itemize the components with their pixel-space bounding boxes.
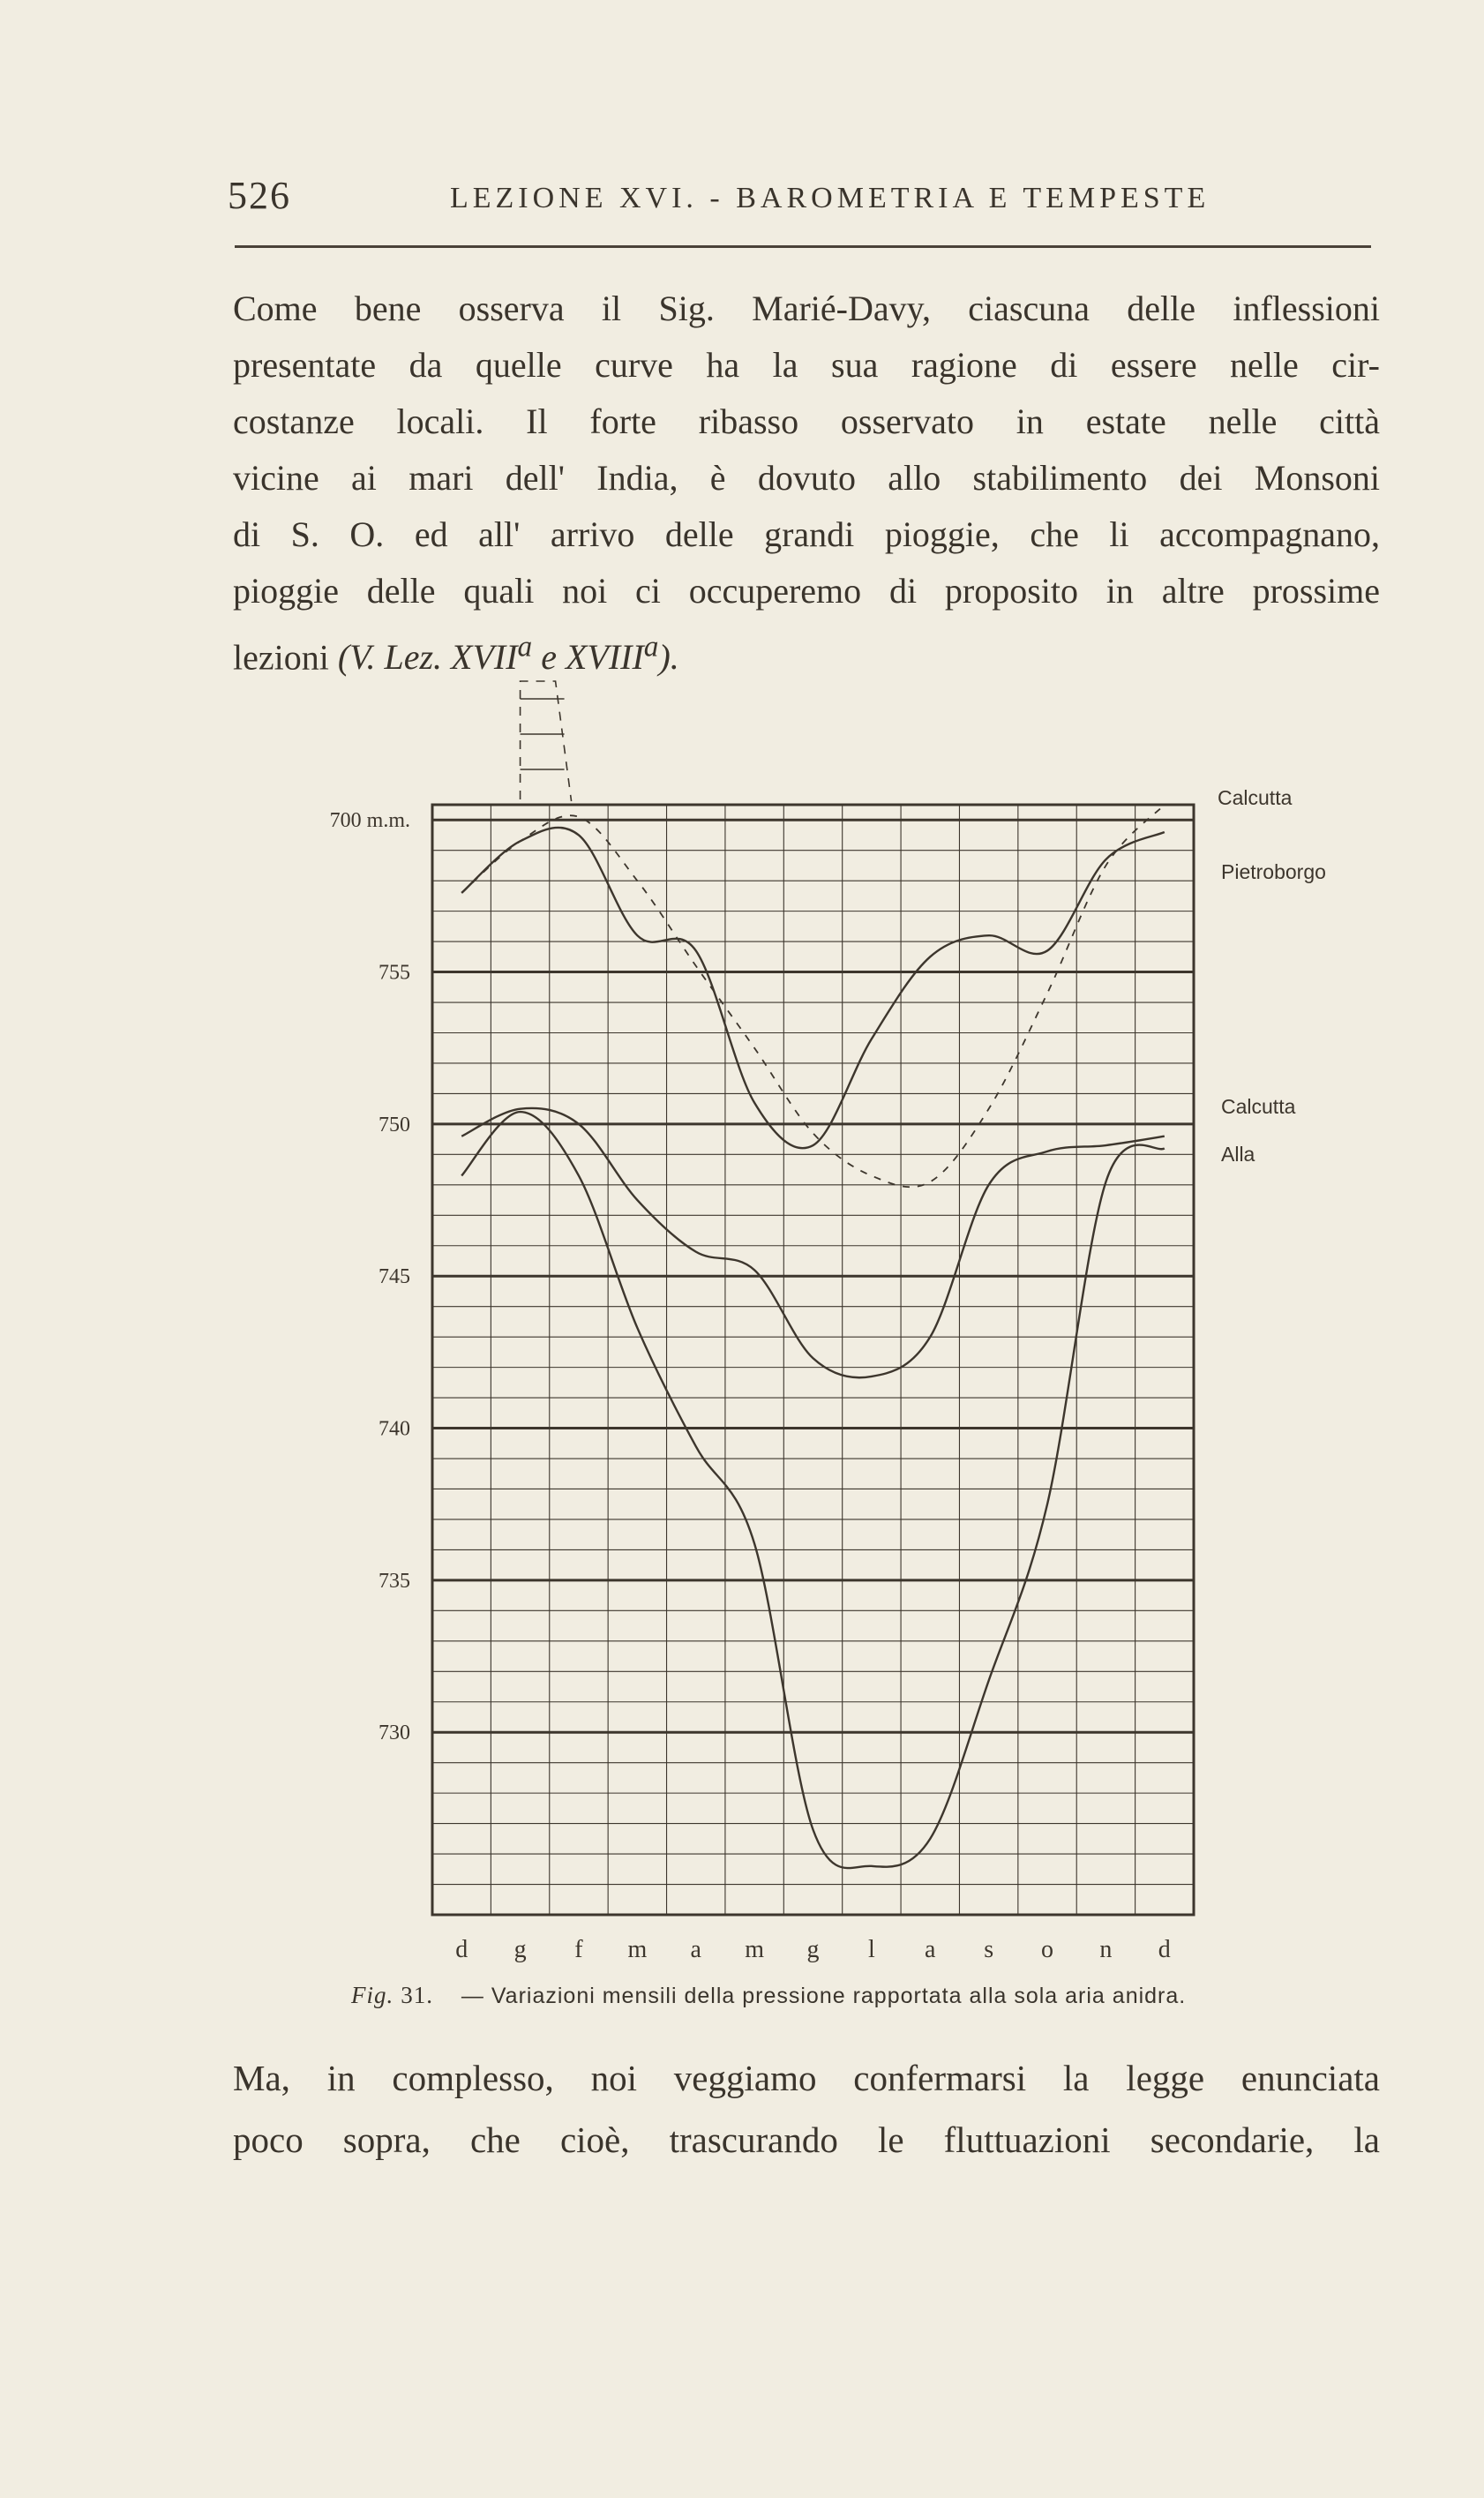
text-line: pioggie delle quali noi ci occuperemo di proposito in altre prossime <box>233 571 1380 611</box>
figure-caption <box>351 1982 1357 2009</box>
series-line <box>461 805 1165 1187</box>
text-line: di S. O. ed all' arrivo delle grandi pioggie, che li accompagnano, <box>233 514 1380 554</box>
y-tick-label: 755 <box>378 961 410 985</box>
ref-superscript: a <box>643 631 659 664</box>
series-label: Calcutta <box>1218 786 1293 809</box>
series-2 <box>461 805 1165 1187</box>
x-tick-labels <box>455 1936 1171 1963</box>
x-tick-label: g <box>513 1936 527 1963</box>
ref-part: (V. Lez. XVII <box>337 637 518 678</box>
running-head: LEZIONE XVI. - BAROMETRIA E TEMPESTE <box>450 182 1210 214</box>
y-tick-label: 745 <box>378 1265 410 1289</box>
paragraph-2 <box>233 2047 1380 2171</box>
chart-cutoff-extension <box>521 681 572 801</box>
text-line: costanze locali. Il forte ribasso osservato in estate nelle città <box>233 401 1380 441</box>
y-tick-labels <box>330 809 410 1744</box>
text-fragment: lezioni <box>233 637 338 678</box>
x-tick-label: d <box>1158 1936 1171 1963</box>
figure-label: Fig. <box>351 1982 394 2008</box>
x-tick-label: m <box>627 1936 648 1963</box>
figure-number: 31. <box>401 1982 433 2008</box>
text-line: vicine ai mari dell' India, è dovuto allo stabilimento dei Monsoni <box>233 458 1380 498</box>
x-tick-label: f <box>574 1936 583 1963</box>
series-label: Pietroborgo <box>1221 860 1326 883</box>
series-label: Calcutta <box>1221 1095 1296 1118</box>
text-line: presentate da quelle curve ha la sua ragione di essere nelle cir- <box>233 345 1380 385</box>
ref-part: ). <box>658 637 679 678</box>
y-tick-label: 735 <box>378 1569 410 1593</box>
x-tick-label: o <box>1041 1936 1054 1963</box>
x-tick-label: n <box>1099 1936 1113 1963</box>
chart-grid <box>432 805 1194 1915</box>
text-line: Come bene osserva il Sig. Marié-Davy, ciascuna delle inflessioni <box>233 289 1380 328</box>
x-tick-label: g <box>806 1936 820 1963</box>
x-tick-label: s <box>984 1936 994 1963</box>
x-tick-label: m <box>745 1936 765 1963</box>
series-line <box>461 828 1165 1148</box>
x-tick-label: a <box>925 1936 936 1963</box>
x-tick-label: a <box>690 1936 701 1963</box>
page-number: 526 <box>228 174 291 217</box>
y-tick-label: 750 <box>378 1113 410 1136</box>
y-tick-label: 740 <box>378 1417 410 1441</box>
x-tick-label: d <box>455 1936 468 1963</box>
y-tick-label: 700 m.m. <box>329 809 410 833</box>
series-line <box>461 1112 1165 1868</box>
caption-text: — Variazioni mensili della pressione rapportata alla sola aria anidra. <box>461 1984 1187 2008</box>
ref-superscript: a <box>517 631 533 664</box>
series-label: Alla <box>1221 1143 1255 1166</box>
text-line: poco sopra, che cioè, trascurando le fluttuazioni secondarie, la <box>233 2119 1380 2160</box>
x-tick-label: l <box>867 1936 875 1963</box>
series-labels <box>1218 786 1326 1166</box>
chart-series <box>461 805 1165 1868</box>
y-tick-label: 730 <box>378 1722 410 1745</box>
series-4 <box>461 1112 1165 1868</box>
ref-part: e XVIII <box>532 637 644 678</box>
text-line: Ma, in complesso, noi veggiamo confermarsi la legge enunciata <box>233 2058 1380 2098</box>
series-1 <box>461 828 1165 1148</box>
